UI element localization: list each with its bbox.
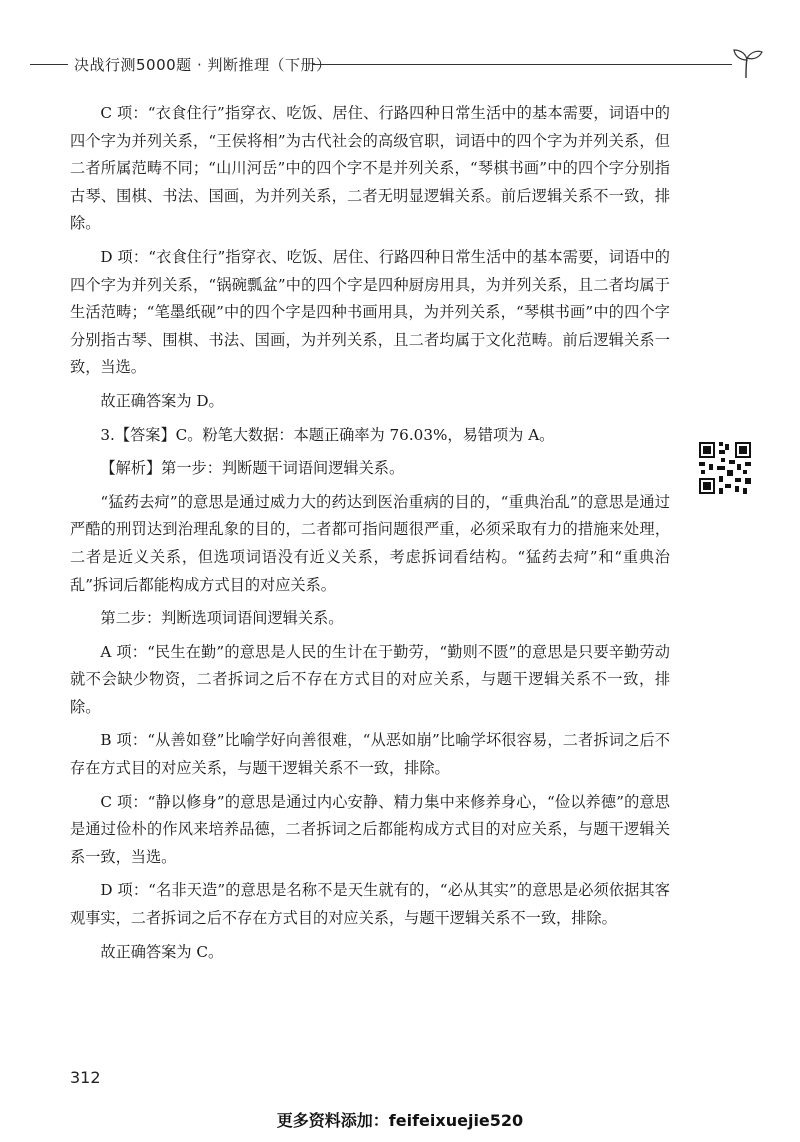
paragraph-stem-meaning: “猛药去疴”的意思是通过威力大的药达到医治重病的目的，“重典治乱”的意思是通过严酷的刑罚达到治理乱象的目的，二者都可指问题很严重，必须采取有力的措施来处理，二者是近义关系，但选项词语没有近义关系，考虑拆词看结构。“猛药去疴”和“重典治乱”拆词后都能构成方式目的对应关系。 <box>70 492 670 594</box>
paragraph-q3-answer: 3.【答案】C。粉笔大数据：本题正确率为 76.03%，易错项为 A。 <box>100 425 555 444</box>
paragraph-q3-analysis-step1: 【解析】第一步：判断题干词语间逻辑关系。 <box>100 459 405 478</box>
paragraph-option-d: D 项：“名非天造”的意思是名称不是天生就有的，“必从其实”的意思是必须依据其客观事实，二者拆词之后不存在方式目的对应关系，与题干逻辑关系不一致，排除。 <box>70 881 670 928</box>
paragraph-step2: 第二步：判断选项词语间逻辑关系。 <box>100 609 344 628</box>
header-rule-right <box>312 64 732 65</box>
sprout-icon <box>726 46 766 80</box>
paragraph-option-d-first: D 项：“衣食住行”指穿衣、吃饭、居住、行路四种日常生活中的基本需要，词语中的四个字为并列关系，“锅碗瓢盆”中的四个字是四种厨房用具，为并列关系，且二者均属于生活范畴；“笔墨纸砚”中的四个字是四种书画用具，为并列关系，“琴棋书画”中的四个字分别指古琴、围棋、书法、国画，为并列关系，且二者均属于文化范畴。前后逻辑关系一致，当选。 <box>70 247 670 377</box>
qr-code-icon <box>697 440 753 496</box>
running-header <box>0 46 800 82</box>
paragraph-option-c-first: C 项：“衣食住行”指穿衣、吃饭、居住、行路四种日常生活中的基本需要，词语中的四个字为并列关系，“王侯将相”为古代社会的高级官职，词语中的四个字为并列关系，但二者所属范畴不同；“山川河岳”中的四个字不是并列关系，“琴棋书画”中的四个字分别指古琴、围棋、书法、国画，为并列关系，二者无明显逻辑关系。前后逻辑关系不一致，排除。 <box>70 104 670 233</box>
footer-note: 更多资料添加：feifeixuejie520 <box>276 1111 524 1130</box>
article-body <box>70 100 670 972</box>
paragraph-option-c: C 项：“静以修身”的意思是通过内心安静、精力集中来修养身心，“俭以养德”的意思是通过俭朴的作风来培养品德，二者拆词之后都能构成方式目的对应关系，与题干逻辑关系一致，当选。 <box>70 792 670 866</box>
paragraph-option-a: A 项：“民生在勤”的意思是人民的生计在于勤劳，“勤则不匮”的意思是只要辛勤劳动就不会缺少物资，二者拆词之后不存在方式目的对应关系，与题干逻辑关系不一致，排除。 <box>70 642 670 716</box>
paragraph-answer-c: 故正确答案为 C。 <box>100 942 224 961</box>
header-rule-left <box>30 64 68 65</box>
paragraph-option-b: B 项：“从善如登”比喻学好向善很难，“从恶如崩”比喻学坏很容易，二者拆词之后不存在方式目的对应关系，与题干逻辑关系不一致，排除。 <box>70 731 670 778</box>
paragraph-answer-d: 故正确答案为 D。 <box>100 391 224 410</box>
page-number: 312 <box>70 1068 101 1087</box>
book-title: 决战行测5000题 · 判断推理（下册） <box>74 56 332 74</box>
